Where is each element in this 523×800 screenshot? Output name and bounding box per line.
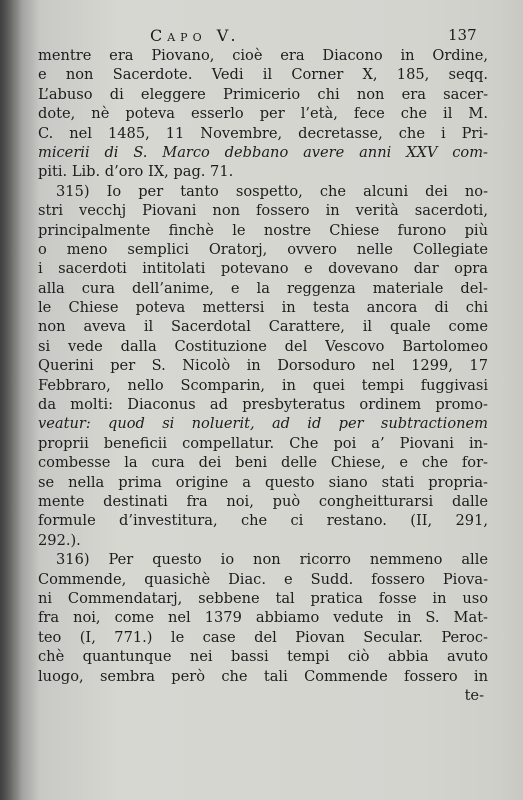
text-line: Commende, quasichè Diac. e Sudd. fossero Piova-	[38, 570, 488, 588]
catchword: te-	[464, 686, 484, 704]
text-line: principalmente finchè le nostre Chiese furono più	[38, 221, 488, 239]
text-line: dote, nè poteva esserlo per l’età, fece che il M.	[38, 105, 488, 123]
text-line: alla cura dell’anime, e la reggenza materiale del-	[38, 279, 488, 297]
text-line: fra noi, come nel 1379 abbiamo vedute in S. Mat-	[38, 609, 488, 627]
text-line: ni Commendatarj, sebbene tal pratica fosse in uso	[38, 589, 488, 607]
text-line: i sacerdoti intitolati potevano e dovevano dar opra	[38, 260, 488, 278]
paragraph-315-start: 315) Io per tanto sospetto, che alcuni dei no-	[56, 182, 488, 200]
text-line: teo (I, 771.) le case del Piovan Secular. Peroc-	[38, 628, 488, 646]
text-line: combesse la cura dei beni delle Chiese, e che for-	[38, 454, 488, 472]
text-line: 292.).	[38, 531, 81, 549]
text-line: micerii di S. Marco debbano avere anni XXV com-	[38, 143, 488, 161]
binding-shadow	[0, 0, 22, 800]
text-line: L’abuso di eleggere Primicerio chi non era sacer-	[38, 85, 488, 103]
text-line: non aveva il Sacerdotal Carattere, il quale come	[38, 318, 488, 336]
text-line: proprii beneficii compellatur. Che poi a’ Piovani in-	[38, 434, 488, 452]
text-line: se nella prima origine a questo siano stati propria-	[38, 473, 488, 491]
text-line: Febbraro, nello Scomparin, in quei tempi fuggivasi	[38, 376, 488, 394]
text-line: da molti: Diaconus ad presbyteratus ordinem promo-	[38, 396, 488, 414]
text-line: mentre era Piovano, cioè era Diacono in Ordine,	[38, 47, 488, 64]
page-header	[0, 26, 523, 48]
text-line: le Chiese poteva mettersi in testa ancora di chi	[38, 299, 488, 317]
body-text	[38, 46, 488, 705]
text-line: si vede dalla Costituzione del Vescovo Bartolomeo	[38, 337, 488, 355]
text-line: chè quantunque nei bassi tempi ciò abbia avuto	[38, 648, 488, 666]
text-line: o meno semplici Oratorj, ovvero nelle Collegiate	[38, 240, 488, 258]
text-line: mente destinati fra noi, può congheitturarsi dalle	[38, 492, 488, 510]
paragraph-316-start: 316) Per questo io non ricorro nemmeno alle	[56, 551, 488, 569]
page-number: 137	[448, 26, 477, 44]
text-line: luogo, sembra però che tali Commende fossero in	[38, 667, 488, 685]
running-head: Capo V.	[150, 26, 241, 45]
text-line: piti. Lib. d’oro IX, pag. 71.	[38, 163, 234, 181]
latin-quote-line: veatur: quod si noluerit, ad id per subtractionem	[38, 415, 488, 433]
text-line: e non Sacerdote. Vedi il Corner X, 185, seqq.	[38, 66, 488, 84]
text-line: stri vecchj Piovani non fossero in verità sacerdoti,	[38, 202, 488, 220]
text-line: formule d’investitura, che ci restano. (II, 291,	[38, 512, 488, 530]
text-line: C. nel 1485, 11 Novembre, decretasse, che i Pri-	[38, 124, 488, 142]
text-line: Querini per S. Nicolò in Dorsoduro nel 1299, 17	[38, 357, 488, 375]
